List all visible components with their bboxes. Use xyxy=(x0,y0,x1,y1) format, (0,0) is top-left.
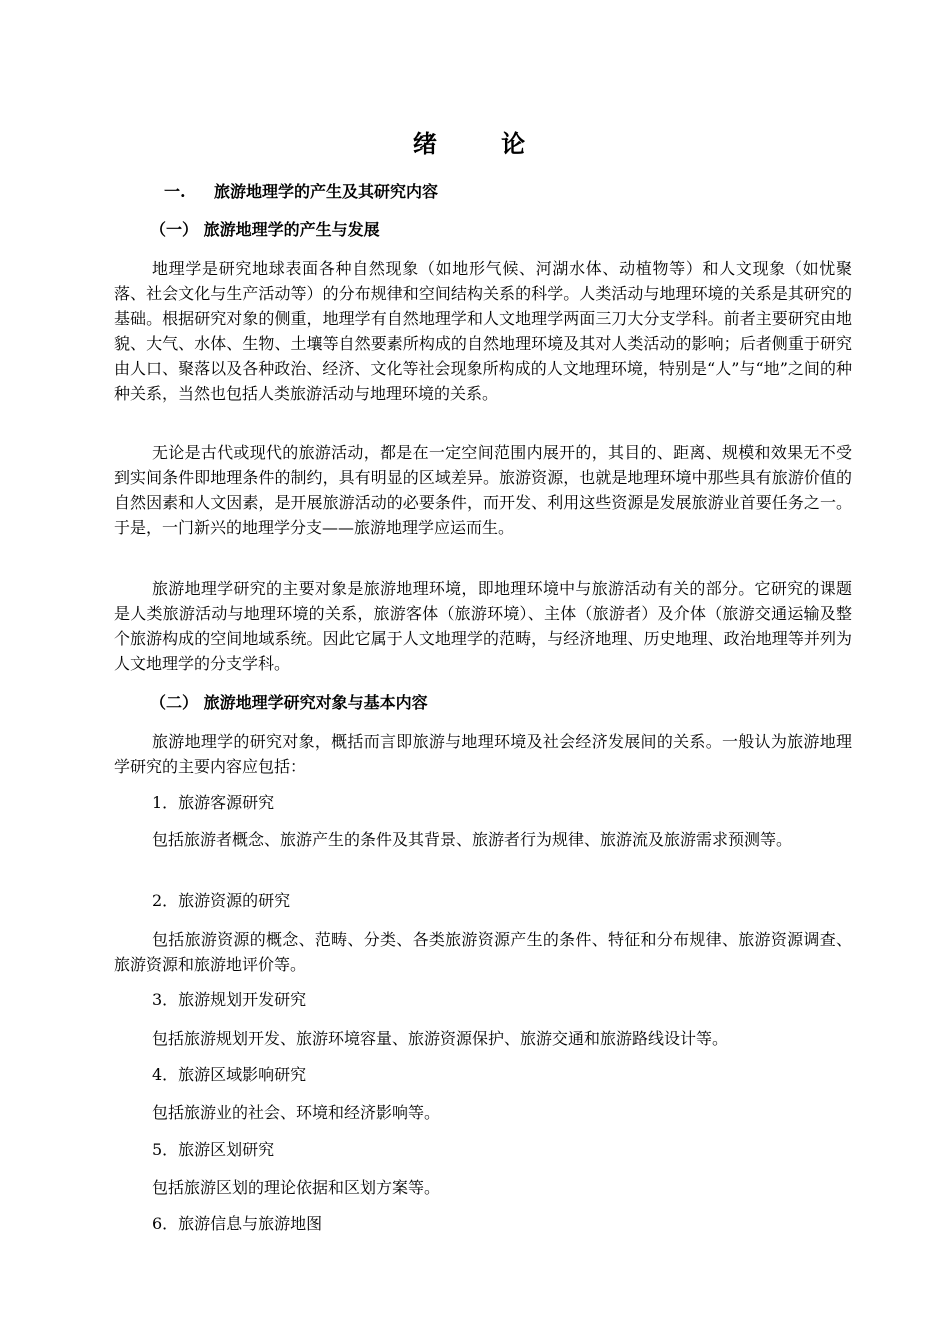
section-heading xyxy=(164,180,438,204)
section-number: 一. xyxy=(164,182,186,201)
subsection-heading-2: （二） 旅游地理学研究对象与基本内容 xyxy=(150,693,428,712)
section-heading-text: 旅游地理学的产生及其研究内容 xyxy=(214,182,439,201)
list-item-title: 2．旅游资源的研究 xyxy=(152,891,291,910)
list-item-title: 4．旅游区域影响研究 xyxy=(152,1065,307,1084)
list-item-title: 5．旅游区划研究 xyxy=(152,1140,275,1159)
paragraph-intro: 旅游地理学的研究对象，概括而言即旅游与地理环境及社会经济发展间的关系。一般认为旅游地理学研究的主要内容应包括： xyxy=(114,732,852,776)
list-item-title: 6．旅游信息与旅游地图 xyxy=(152,1214,323,1233)
list-item-desc: 包括旅游规划开发、旅游环境容量、旅游资源保护、旅游交通和旅游路线设计等。 xyxy=(152,1029,729,1048)
list-item-desc: 包括旅游资源的概念、范畴、分类、各类旅游资源产生的条件、特征和分布规律、旅游资源调查、旅游资源和旅游地评价等。 xyxy=(114,930,852,974)
list-item-desc: 包括旅游区划的理论依据和区划方案等。 xyxy=(152,1178,441,1197)
list-item-title: 1．旅游客源研究 xyxy=(152,793,275,812)
list-item-desc: 包括旅游业的社会、环境和经济影响等。 xyxy=(152,1103,441,1122)
subsection-heading-1: （一） 旅游地理学的产生与发展 xyxy=(150,220,380,239)
page-title: 绪 论 xyxy=(412,129,554,158)
paragraph-2: 无论是古代或现代的旅游活动，都是在一定空间范围内展开的，其目的、距离、规模和效果无不受到实间条件即地理条件的制约，具有明显的区域差异。旅游资源，也就是地理环境中那些具有旅游价值的自然因素和人文因素，是开展旅游活动的必要条件，而开发、利用这些资源是发展旅游业首要任务之一。于是，一门新兴的地理学分支——旅游地理学应运而生。 xyxy=(114,443,852,537)
paragraph-1: 地理学是研究地球表面各种自然现象（如地形气候、河湖水体、动植物等）和人文现象（如忧聚落、社会文化与生产活动等）的分布规律和空间结构关系的科学。人类活动与地理环境的关系是其研究的基础。根据研究对象的侧重，地理学有自然地理学和人文地理学两面三刀大分支学科。前者主要研究由地貌、大气、水体、生物、土壤等自然要素所构成的自然地理环境及其对人类活动的影响；后者侧重于研究由人口、聚落以及各种政治、经济、文化等社会现象所构成的人文地理环境，特别是“人”与“地”之间的种种关系，当然也包括人类旅游活动与地理环境的关系。 xyxy=(114,259,852,403)
list-item-desc: 包括旅游者概念、旅游产生的条件及其背景、旅游者行为规律、旅游流及旅游需求预测等。 xyxy=(152,830,793,849)
list-item-title: 3．旅游规划开发研究 xyxy=(152,990,307,1009)
paragraph-3: 旅游地理学研究的主要对象是旅游地理环境，即地理环境中与旅游活动有关的部分。它研究的课题是人类旅游活动与地理环境的关系，旅游客体（旅游环境）、主体（旅游者）及介体（旅游交通运输及整个旅游构成的空间地域系统。因此它属于人文地理学的范畴，与经济地理、历史地理、政治地理等并列为人文地理学的分支学科。 xyxy=(114,579,852,673)
